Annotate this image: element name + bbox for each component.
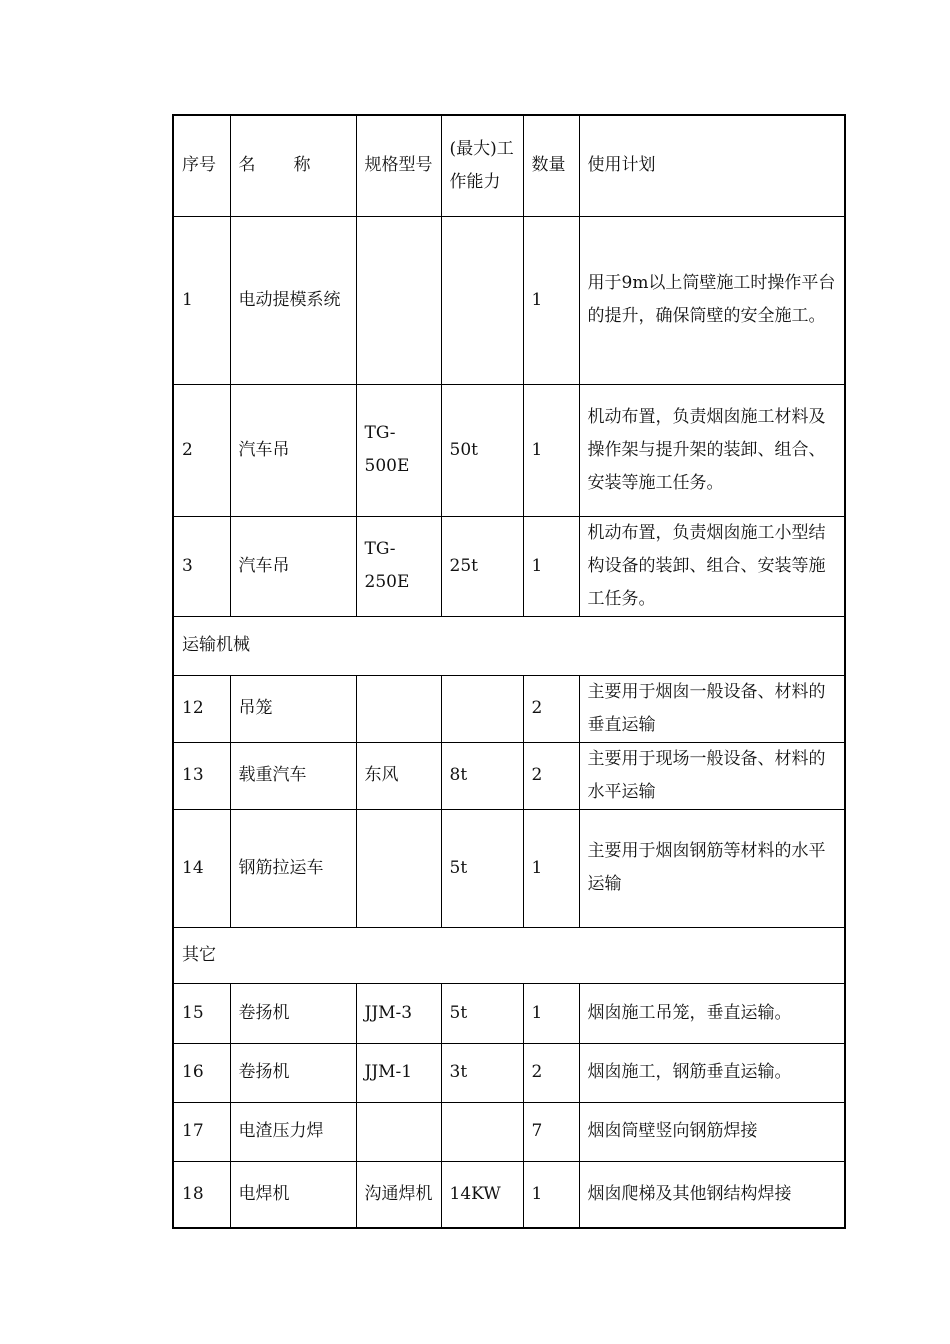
cell-no: 17 bbox=[173, 1102, 230, 1161]
cell-plan: 机动布置，负责烟囱施工材料及操作架与提升架的装卸、组合、安装等施工任务。 bbox=[579, 384, 845, 516]
cell-no: 18 bbox=[173, 1161, 230, 1228]
cell-capacity bbox=[441, 216, 523, 384]
cell-plan: 用于9m以上筒壁施工时操作平台的提升，确保筒壁的安全施工。 bbox=[579, 216, 845, 384]
section-row bbox=[173, 927, 845, 983]
cell-no: 15 bbox=[173, 983, 230, 1043]
cell-no: 3 bbox=[173, 516, 230, 616]
cell-plan: 烟囱施工吊笼，垂直运输。 bbox=[579, 983, 845, 1043]
cell-name: 汽车吊 bbox=[230, 384, 356, 516]
cell-plan: 主要用于烟囱钢筋等材料的水平运输 bbox=[579, 809, 845, 927]
cell-no: 13 bbox=[173, 742, 230, 809]
cell-no: 14 bbox=[173, 809, 230, 927]
cell-capacity: 50t bbox=[441, 384, 523, 516]
section-row bbox=[173, 616, 845, 675]
header-name-b: 称 bbox=[293, 155, 311, 176]
cell-capacity: 5t bbox=[441, 809, 523, 927]
cell-name: 卷扬机 bbox=[230, 983, 356, 1043]
cell-no: 1 bbox=[173, 216, 230, 384]
cell-name: 钢筋拉运车 bbox=[230, 809, 356, 927]
table-row bbox=[173, 1161, 845, 1228]
cell-spec: JJM-1 bbox=[356, 1043, 441, 1102]
cell-spec bbox=[356, 216, 441, 384]
cell-capacity bbox=[441, 1102, 523, 1161]
section-title-transport: 运输机械 bbox=[173, 616, 845, 675]
cell-spec: JJM-3 bbox=[356, 983, 441, 1043]
cell-name: 载重汽车 bbox=[230, 742, 356, 809]
header-name bbox=[230, 115, 356, 216]
header-qty: 数量 bbox=[523, 115, 579, 216]
cell-plan: 主要用于现场一般设备、材料的水平运输 bbox=[579, 742, 845, 809]
cell-name: 汽车吊 bbox=[230, 516, 356, 616]
cell-plan: 烟囱施工，钢筋垂直运输。 bbox=[579, 1043, 845, 1102]
header-plan: 使用计划 bbox=[579, 115, 845, 216]
cell-qty: 1 bbox=[523, 809, 579, 927]
cell-qty: 1 bbox=[523, 983, 579, 1043]
cell-spec: TG-250E bbox=[356, 516, 441, 616]
cell-name: 电动提模系统 bbox=[230, 216, 356, 384]
cell-no: 16 bbox=[173, 1043, 230, 1102]
table-row bbox=[173, 983, 845, 1043]
table-row bbox=[173, 516, 845, 616]
header-no: 序号 bbox=[173, 115, 230, 216]
cell-qty: 2 bbox=[523, 1043, 579, 1102]
cell-qty: 1 bbox=[523, 516, 579, 616]
cell-qty: 2 bbox=[523, 675, 579, 742]
cell-spec: 沟通焊机 bbox=[356, 1161, 441, 1228]
cell-plan: 机动布置，负责烟囱施工小型结构设备的装卸、组合、安装等施工任务。 bbox=[579, 516, 845, 616]
cell-capacity: 3t bbox=[441, 1043, 523, 1102]
cell-qty: 1 bbox=[523, 1161, 579, 1228]
table-row bbox=[173, 1102, 845, 1161]
cell-spec: TG-500E bbox=[356, 384, 441, 516]
cell-spec bbox=[356, 809, 441, 927]
equipment-table bbox=[172, 114, 846, 1229]
header-name-a: 名 bbox=[238, 155, 256, 176]
cell-name: 电焊机 bbox=[230, 1161, 356, 1228]
table-row bbox=[173, 742, 845, 809]
cell-name: 电渣压力焊 bbox=[230, 1102, 356, 1161]
cell-name: 卷扬机 bbox=[230, 1043, 356, 1102]
cell-capacity: 5t bbox=[441, 983, 523, 1043]
header-spec: 规格型号 bbox=[356, 115, 441, 216]
cell-capacity: 25t bbox=[441, 516, 523, 616]
cell-qty: 2 bbox=[523, 742, 579, 809]
cell-spec bbox=[356, 1102, 441, 1161]
table-row bbox=[173, 384, 845, 516]
cell-capacity: 14KW bbox=[441, 1161, 523, 1228]
cell-plan: 烟囱爬梯及其他钢结构焊接 bbox=[579, 1161, 845, 1228]
cell-capacity: 8t bbox=[441, 742, 523, 809]
cell-plan: 烟囱筒壁竖向钢筋焊接 bbox=[579, 1102, 845, 1161]
cell-qty: 1 bbox=[523, 384, 579, 516]
header-capacity: (最大)工作能力 bbox=[441, 115, 523, 216]
cell-no: 2 bbox=[173, 384, 230, 516]
cell-plan: 主要用于烟囱一般设备、材料的垂直运输 bbox=[579, 675, 845, 742]
cell-capacity bbox=[441, 675, 523, 742]
cell-qty: 7 bbox=[523, 1102, 579, 1161]
table-row bbox=[173, 216, 845, 384]
cell-spec bbox=[356, 675, 441, 742]
table-row bbox=[173, 675, 845, 742]
section-title-other: 其它 bbox=[173, 927, 845, 983]
header-row bbox=[173, 115, 845, 216]
table-row bbox=[173, 809, 845, 927]
cell-no: 12 bbox=[173, 675, 230, 742]
cell-spec: 东风 bbox=[356, 742, 441, 809]
table-row bbox=[173, 1043, 845, 1102]
cell-qty: 1 bbox=[523, 216, 579, 384]
cell-name: 吊笼 bbox=[230, 675, 356, 742]
